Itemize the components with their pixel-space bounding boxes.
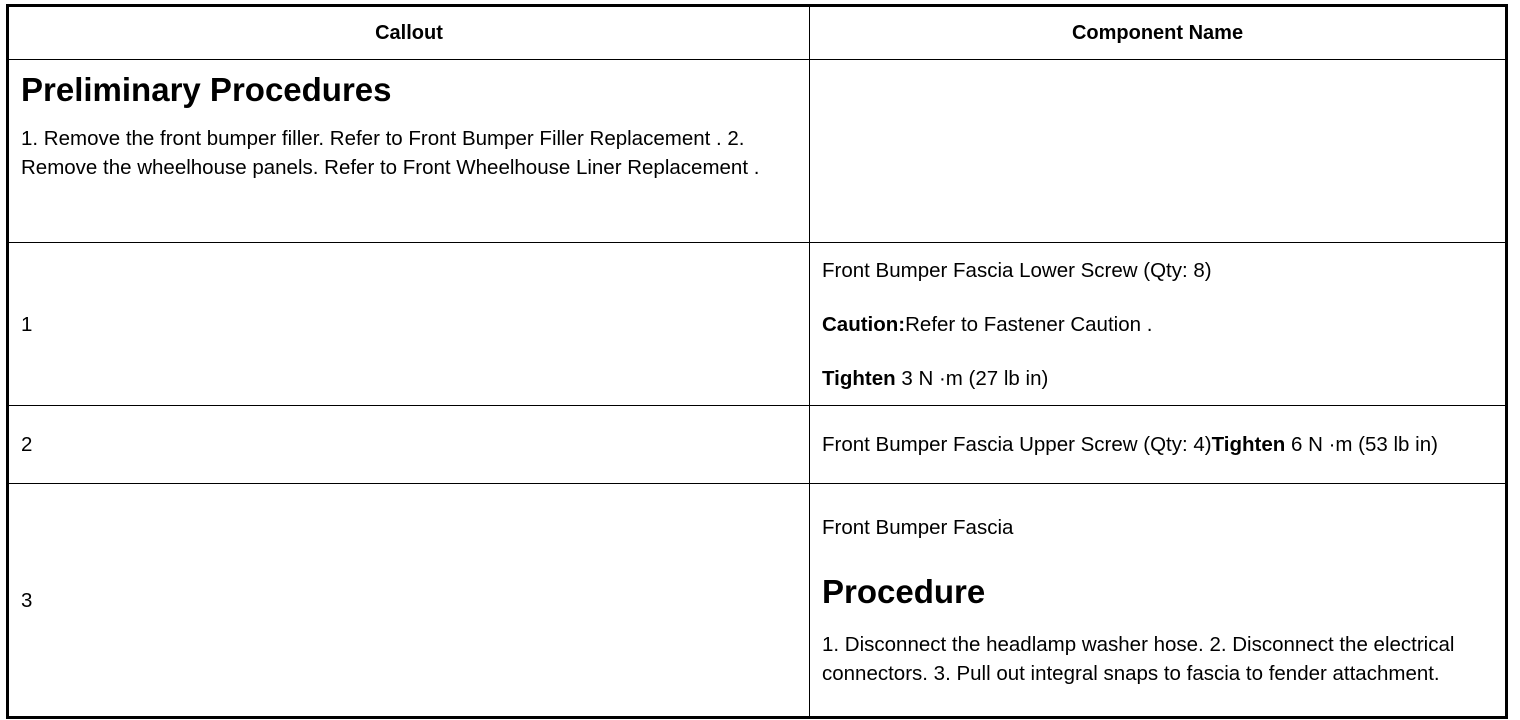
preliminary-row [8,60,1507,243]
table-header-row [8,6,1507,60]
preliminary-cell [8,60,810,243]
tighten-label: Tighten [1211,433,1286,456]
tighten-label: Tighten [822,366,896,390]
preliminary-text: 1. Remove the front bumper filler. Refer to Front Bumper Filler Replacement . 2. Remove the wheelhouse panels. Refer to Front Wheelhouse Liner Replacement . [21,127,760,179]
table-row [8,406,1507,484]
callout-cell: 3 [8,484,810,718]
tighten-value: 6 N ·m (53 lb in) [1285,433,1438,456]
caution-label: Caution: [822,312,906,336]
caution-text: Refer to Fastener Caution . [905,312,1153,336]
preliminary-heading: Preliminary Procedures [21,71,392,108]
procedure-text: 1. Disconnect the headlamp washer hose. 2. Disconnect the electrical connectors. 3. Pull out integral snaps to fascia to fender attachment. [822,632,1455,685]
preliminary-empty-cell [810,60,1507,243]
table-row [8,243,1507,406]
procedure-heading: Procedure [822,572,986,610]
procedure-table [6,4,1508,719]
callout-column-header: Callout [8,6,810,60]
component-line [822,430,1493,459]
component-cell [810,484,1507,718]
component-cell [810,243,1507,406]
table-row [8,484,1507,718]
component-name: Front Bumper Fascia Upper Screw (Qty: 4) [822,433,1212,456]
tighten-line [822,364,1493,393]
caution-line [822,310,1493,339]
tighten-value: 3 N ·m (27 lb in) [895,366,1049,390]
component-cell [810,406,1507,484]
callout-cell: 2 [8,406,810,484]
callout-cell: 1 [8,243,810,406]
component-name: Front Bumper Fascia [822,515,1014,539]
component-name-column-header: Component Name [810,6,1507,60]
component-name: Front Bumper Fascia Lower Screw (Qty: 8) [822,258,1212,282]
